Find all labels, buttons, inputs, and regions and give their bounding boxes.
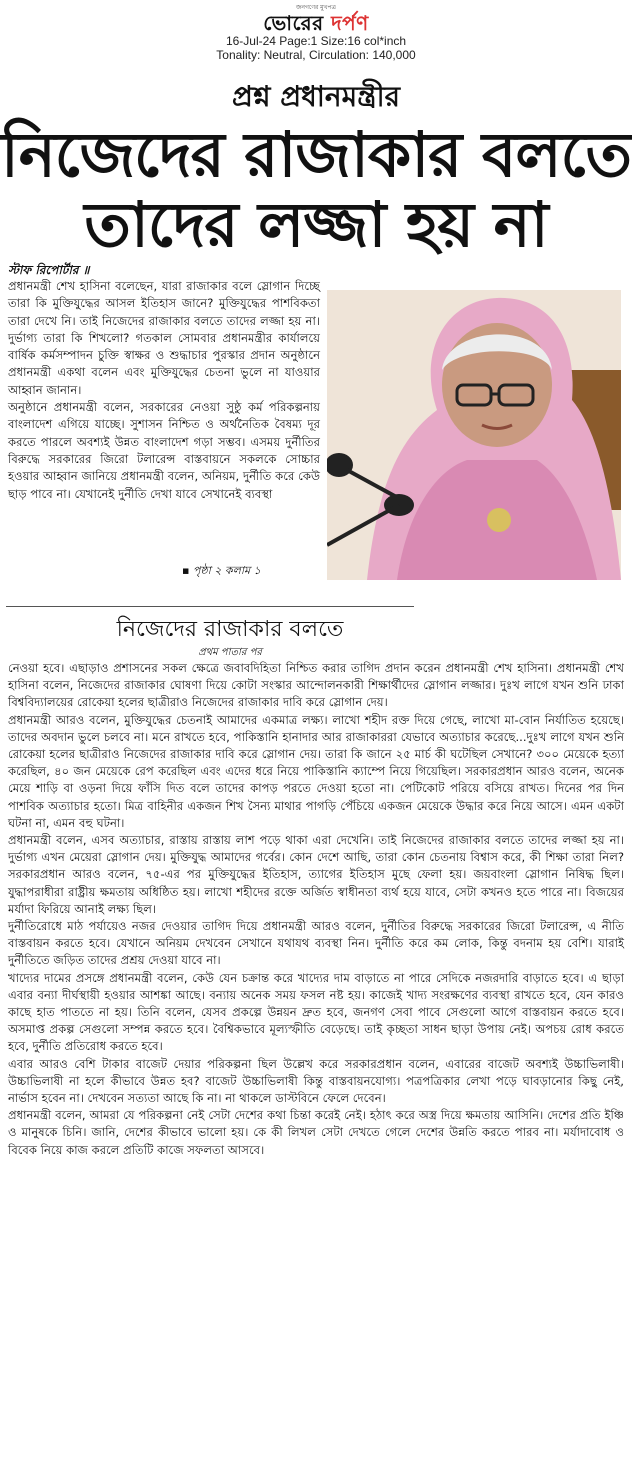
continued-marker: ▪ পৃষ্ঠা ২ কলাম ১ <box>182 564 261 577</box>
body-paragraph: প্রধানমন্ত্রী বলেন, এসব অত্যাচার, রাস্তায় রাস্তায় লাশ পড়ে থাকা এরা দেখেনি। তাই নিজেদের রাজাকার বলতে তাদের লজ্জা হয় না। দুর্ভাগ্য এখন মেয়েরা স্লোগান দেয়। মুক্তিযুদ্ধ আমাদের গর্বের। কোন দেশে আছি, তারা কোন চেতনায় বিশ্বাস করে, কী শিক্ষা তারা নিল? সরকারপ্রধান আরও বলেন, ৭৫-এর পর মুক্তিযুদ্ধের ইতিহাস, ত্যাগের ইতিহাস মুছে ফেলা হয়। জয়বাংলা স্লোগান নিষিদ্ধ ছিল। যুদ্ধাপরাধীরা রাষ্ট্রীয় ক্ষমতায় অধিষ্ঠিত হয়। লাখো শহীদের রক্তে অর্জিত স্বাধীনতা ব্যর্থ হয়ে যাবে, সেটা কখনও হতে পারে না। বিজয়ের মর্যাদা ফিরিয়ে আনাই লক্ষ্য ছিল। <box>8 833 624 916</box>
logo-part-2: দর্পণ <box>331 11 369 35</box>
logo-part-1: ভোরের <box>263 11 332 35</box>
photo-illustration <box>327 290 621 580</box>
lead-paragraph: প্রধানমন্ত্রী শেখ হাসিনা বলেছেন, যারা রাজাকার বলে স্লোগান দিচ্ছে তারা কি মুক্তিযুদ্ধের আসল ইতিহাস জানে? মুক্তিযুদ্ধের পাশবিকতা তারা দেখে নি। তাই নিজেদের রাজাকার বলতে তাদের লজ্জা হয় না। দুর্ভাগ্য তারা কি শিখলো? গতকাল সোমবার প্রধানমন্ত্রীর কার্যালয়ে বার্ষিক কর্মসম্পাদন চুক্তি স্বাক্ষর ও শুদ্ধাচার পুরস্কার প্রদান অনুষ্ঠানে প্রধানমন্ত্রী একথা বলেন এবং মুক্তিযুদ্ধের চেতনা ভুলে না যাওয়ার আহ্বান জানান। <box>8 279 320 397</box>
body-paragraph: প্রধানমন্ত্রী বলেন, আমরা যে পরিকল্পনা নেই সেটা দেশের কথা চিন্তা করেই নেই। হঠাৎ করে অস্ত্র দিয়ে ক্ষমতায় আসিনি। দেশের প্রতি ইঞ্চি ও মানুষকে চিনি। জানি, দেশের কীভাবে ভালো হয়। কে কী লিখল সেটা দেখতে গেলে দেশের উন্নতি করতে পারব না। মর্যাদাবোধ ও বিবেক নিয়ে কাজ করলে প্রতিটি কাজে সফলতা আসবে। <box>8 1108 624 1157</box>
article-kicker: প্রশ্ন প্রধানমন্ত্রীর <box>231 80 401 113</box>
body-paragraph: প্রধানমন্ত্রী আরও বলেন, মুক্তিযুদ্ধের চেতনাই আমাদের একমাত্র লক্ষ্য। লাখো শহীদ রক্ত দিয়ে গেছে, লাখো মা-বোন নির্যাতিত হয়েছে। তাদের অবদান ভুলে চলবে না। মনে রাখতে হবে, পাকিস্তানি হানাদার আর রাজাকাররা যেভাবে অত্যাচার করেছে...দুঃখ লাগে যখন শুনি রোকেয়া হলের ছাত্রীরাও নিজেদের রাজাকার দাবি করে স্লোগান দেয়। তারা কি জানে ২৫ মার্চ কী ঘটেছিল সেখানে? ৩০০ মেয়েকে হত্যা করেছিল, ৪০ জন মেয়েকে রেপ করেছিল এবং এদের ধরে নিয়ে পাকিস্তানি ক্যাম্পে নিয়ে গিয়েছিল। সরকারপ্রধান আরও বলেন, অনেক মেয়ে শাড়ি বা ওড়না দিয়ে ফাঁসি দিত বলে তাদের কাপড় পরতে দেওয়া হতো না। পেটিকোট পরিয়ে বসিয়ে রাখত। দিনের পর দিন পাশবিক অত্যাচার হতো। মিত্র বাহিনীর একজন শিখ সৈন্য মাথার পাগড়ি পেঁচিয়ে একজন মেয়েকে উদ্ধার করে নিয়ে আসে। এমন একটা ঘটনা না, এমন বহু ঘটনা। <box>8 712 624 830</box>
headline-line-2: তাদের লজ্জা হয় না <box>84 188 548 261</box>
newspaper-logo <box>0 11 632 35</box>
lead-column <box>8 278 320 503</box>
clipping-meta-line-2: Tonality: Neutral, Circulation: 140,000 <box>216 48 416 62</box>
headline-line-1: নিজেদের রাজাকার বলতে <box>0 118 631 191</box>
body-paragraph: এবার আরও বেশি টাকার বাজেট দেয়ার পরিকল্পনা ছিল উল্লেখ করে সরকারপ্রধান বলেন, এবারের বাজেট অবশ্যই উচ্চাভিলাষী। উচ্চাভিলাষী না হলে কীভাবে উন্নত হব? বাজেট উচ্চাভিলাষী কিন্তু বাস্তবায়নযোগ্য। পত্রপত্রিকার লেখা পড়ে ঘাবড়ানোর কিছু নেই, নার্ভাস হবেন না। দেখবেন সত্যতা আছে কি না। না থাকলে ডাস্টবিনে ফেলে দেবেন। <box>8 1056 624 1106</box>
body-paragraph: খাদ্যের দামের প্রসঙ্গে প্রধানমন্ত্রী বলেন, কেউ যেন চক্রান্ত করে খাদ্যের দাম বাড়াতে না পারে সেদিকে নজরদারি বাড়াতে হবে। এ ছাড়া এবার বন্যা দীর্ঘস্থায়ী হওয়ার আশঙ্কা আছে। বন্যায় অনেক সময় ফসল নষ্ট হয়। কাজেই খাদ্য সংরক্ষণের ব্যবস্থা রাখতে হবে, যেন কারও কাছে হাত পাততে না হয়। তিনি বলেন, যেসব প্রকল্পে উন্নয়ন দ্রুত হবে, জনগণ সেবা পাবে সেগুলো আগে বাস্তবায়ন করতে হবে। অসমাপ্ত প্রকল্প সেগুলো সম্পন্ন করতে হবে। বৈশ্বিকভাবে মূল্যস্ফীতি বেড়েছে। তাই কৃচ্ছতা সাধন ছাড়া উপায় নেই। অপচয় রোধ করতে হবে, দুর্নীতি প্রতিরোধ করতে হবে। <box>8 970 624 1054</box>
byline: স্টাফ রিপোর্টার ॥ <box>8 263 90 277</box>
continuation-body <box>8 660 624 1159</box>
body-paragraph: নেওয়া হবে। এছাড়াও প্রশাসনের সকল ক্ষেত্রে জবাবদিহিতা নিশ্চিত করার তাগিদ প্রদান করেন প্রধানমন্ত্রী শেখ হাসিনা। প্রধানমন্ত্রী শেখ হাসিনা বলেন, নিজেদের রাজাকার ঘোষণা দিয়ে কোটা সংস্কার আন্দোলনকারী শিক্ষার্থীদের স্লোগান লজ্জার। দুঃখ লাগে যখন শুনি ঢাকা বিশ্ববিদ্যালয়ের রোকেয়া হলের ছাত্রীরাও নিজেদের রাজাকার দাবি করে স্লোগান দেয়। <box>8 661 624 710</box>
masthead <box>0 4 632 35</box>
continuation-subtitle: প্রথম পাতার পর <box>198 647 262 658</box>
clipping-meta-line-1: 16-Jul-24 Page:1 Size:16 col*inch <box>225 34 407 48</box>
body-paragraph: দুর্নীতিরোধে মাঠ পর্যায়েও নজর দেওয়ার তাগিদ দিয়ে প্রধানমন্ত্রী আরও বলেন, দুর্নীতির বিরুদ্ধে সরকারের জিরো টলারেন্স, এ নীতি বাস্তবায়ন করতে হবে। যেখানে অনিয়ম দেখবেন সেখানে যথাযথ ব্যবস্থা নিন। দুর্নীতি করে কম লোক, কিন্তু বদনাম হয় বেশি। যারাই দুর্নীতিতে জড়িত তাদের প্রশ্রয় দেওয়া যাবে না। <box>8 919 624 968</box>
section-divider <box>6 606 414 607</box>
masthead-tagline: জনগণের মুখপত্র <box>296 4 336 11</box>
lead-paragraph: অনুষ্ঠানে প্রধানমন্ত্রী বলেন, সরকারের নেওয়া সুষ্ঠু কর্ম পরিকল্পনায় বাংলাদেশ এগিয়ে যাচ্ছে। সুশাসন নিশ্চিত ও অর্থনৈতিক বৈষম্য দূর করতে পারলে অবশ্যই উন্নত বাংলাদেশ গড়া সম্ভব। এসময় দুর্নীতির বিরুদ্ধে সরকারের জিরো টলারেন্স বাস্তবায়নে সকলকে সোচ্চার হওয়ার আহ্বান জানিয়ে প্রধানমন্ত্রী বলেন, অনিয়ম, দুর্নীতি করে কেউ ছাড় পাবে না। যেখানেই দুর্নীতি দেখা যাবে সেখানেই ব্যবস্থা <box>8 400 320 501</box>
prime-minister-photo <box>327 290 621 580</box>
continuation-title: নিজেদের রাজাকার বলতে <box>116 617 344 642</box>
